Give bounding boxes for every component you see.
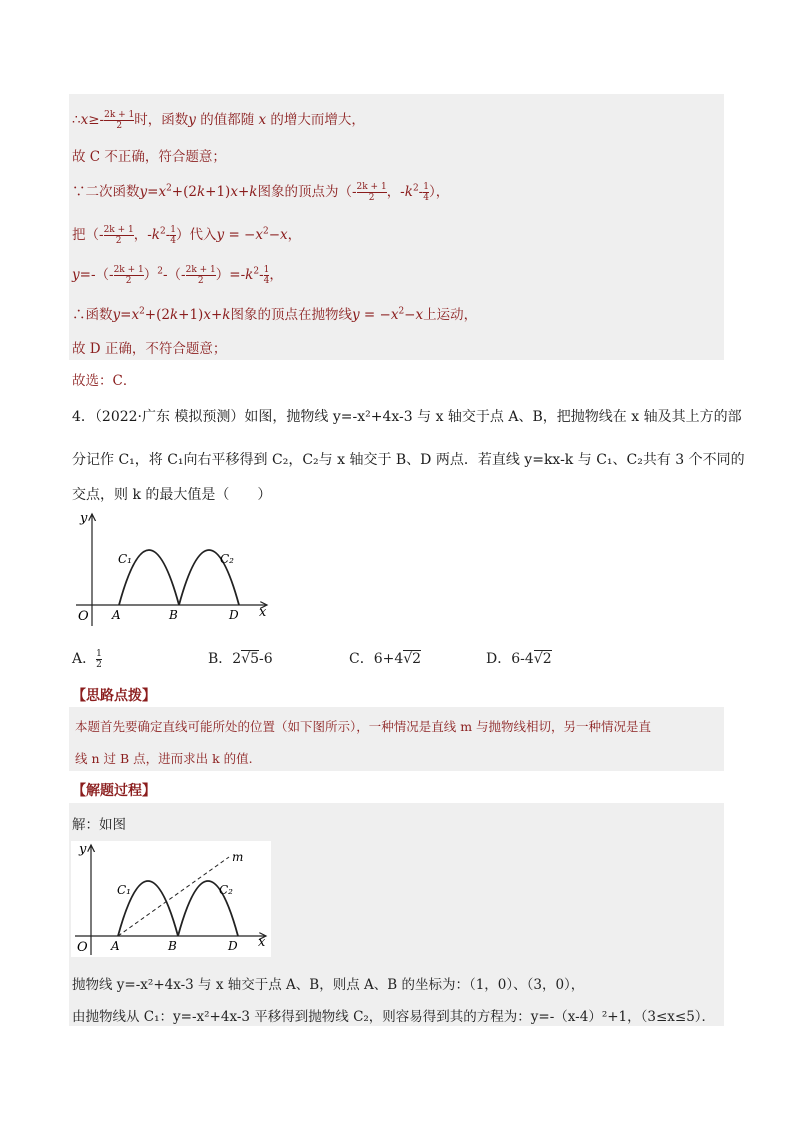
point-b-label: B: [169, 608, 178, 622]
parabola-figure: [72, 508, 272, 630]
solution-line: 故选：C．: [72, 373, 137, 389]
curve-c2-label: C₂: [219, 883, 233, 897]
solution-line: 故 C 不正确，符合题意；: [72, 149, 226, 165]
point-b-label: B: [168, 939, 177, 953]
solution-line: 把（- $\frac{2k + 1}{2}$ ，$-k^2-$ $\frac{1}{4}$ ）代入$y = -x^2-x$，: [72, 225, 302, 246]
question-line: 交点，则 k 的最大值是（ ）: [72, 487, 272, 503]
solution-line: 抛物线 y=-x²+4x-3 与 x 轴交于点 A、B，则点 A、B 的坐标为：（1，0）、（3，0），: [72, 977, 585, 993]
option-a: A． $\frac{1}{2}$: [72, 648, 102, 670]
option-b: B．2√5-6: [208, 651, 273, 667]
solution-line: ∴函数$y=x^2+(2k+1)x+k$图象的顶点在抛物线$y = -x^2-x$上运动，: [72, 306, 478, 323]
solution-line: ∴x≥- $\frac{2k + 1}{2}$ 时，函数y 的值都随 x 的增大而增大，: [72, 110, 365, 131]
solution-line: 由抛物线从 C₁：y=-x²+4x-3 平移得到抛物线 C₂，则容易得到其的方程为：y=-（x-4）²+1，（3≤x≤5）．: [72, 1009, 716, 1025]
origin-label: O: [77, 940, 88, 955]
curve-c1-label: C₁: [117, 883, 131, 897]
x-axis-label: x: [258, 935, 266, 950]
tangent-line-m: [118, 857, 229, 936]
solution-line: ∵二次函数$y=x^2+(2k+1)x+k$图象的顶点为（- $\frac{2k + 1}{2}$ ，$-k^2-$ $\frac{1}{4}$ ），: [72, 182, 450, 203]
point-a-label: A: [111, 939, 120, 953]
solution-line: y=-（- $\frac{2k + 1}{2}$ ）$^2$-（- $\frac{2k + 1}{2}$ ）$=-k^2-$ $\frac{1}{4}$ ，: [72, 265, 283, 286]
x-axis-label: x: [259, 605, 267, 620]
question-line: 4．（2022·广东 模拟预测）如图，抛物线 y=-x²+4x-3 与 x 轴交于点 A、B，把抛物线在 x 轴及其上方的部: [72, 409, 742, 425]
line-m-label: m: [232, 850, 244, 864]
y-axis-label: y: [80, 511, 88, 526]
curve-c1-label: C₁: [118, 552, 132, 566]
hint-header: 【思路点拨】: [72, 688, 156, 704]
hint-line: 本题首先要确定直线可能所处的位置（如下图所示），一种情况是直线 m 与抛物线相切，另一种情况是直: [75, 719, 652, 734]
curve-c2-label: C₂: [220, 552, 234, 566]
option-d: D．6-4√2: [486, 651, 552, 667]
point-a-label: A: [112, 608, 121, 622]
parabola-tangent-figure: [71, 841, 271, 957]
solution-line: 解：如图: [72, 817, 126, 833]
option-c: C．6+4√2: [349, 651, 422, 667]
point-d-label: D: [229, 608, 239, 622]
question-line: 分记作 C₁，将 C₁向右平移得到 C₂，C₂与 x 轴交于 B、D 两点．若直线 y=kx-k 与 C₁、C₂共有 3 个不同的: [72, 452, 745, 468]
process-header: 【解题过程】: [72, 783, 156, 799]
point-d-label: D: [228, 939, 238, 953]
origin-label: O: [78, 609, 89, 624]
y-axis-label: y: [79, 842, 87, 857]
solution-line: 故 D 正确，不符合题意；: [72, 341, 227, 357]
hint-line: 线 n 过 B 点，进而求出 k 的值.: [75, 751, 253, 766]
